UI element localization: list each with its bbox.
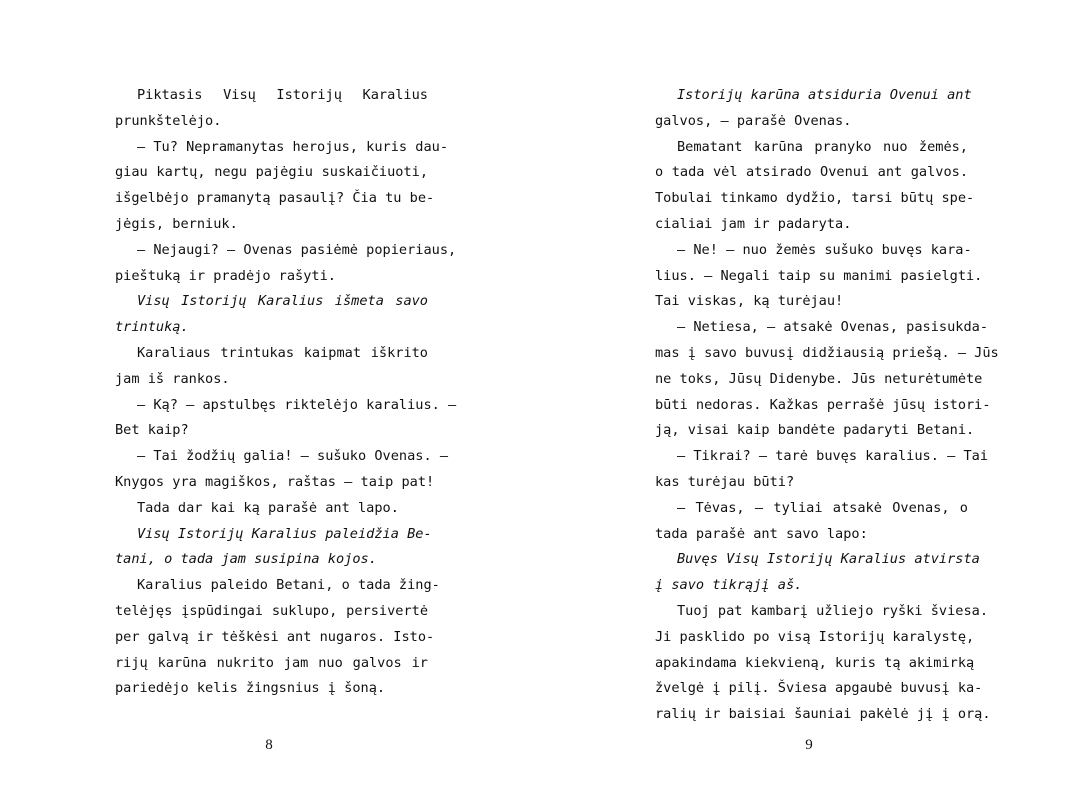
right-page-number-value: 9	[805, 737, 813, 753]
text-line: Tai viskas, ką turėjau!	[655, 293, 844, 310]
text-line: Ji pasklido po visą Istorijų karalystę,	[655, 628, 975, 645]
text-line: tada parašė ant savo lapo:	[655, 525, 868, 542]
text-line: Knygos yra magiškos, raštas – taip pat!	[115, 473, 435, 490]
text-line: Bematant karūna pranyko nuo žemės,	[677, 138, 968, 155]
text-line: lius. – Negali taip su manimi pasielgti.	[655, 267, 983, 284]
text-line: ralių ir baisiai šauniai pakėlė jį į orą.	[655, 706, 991, 723]
text-line: – Ne! – nuo žemės sušuko buvęs kara-	[677, 241, 972, 258]
text-line: Visų Istorijų Karalius išmeta savo	[137, 293, 428, 310]
text-line: ne toks, Jūsų Didenybe. Jūs neturėtumėte	[655, 370, 983, 387]
text-line: apakindama kiekvieną, kuris tą akimirką	[655, 654, 975, 671]
text-line: rijų karūna nukrito jam nuo galvos ir	[115, 654, 428, 671]
text-line: pariedėjo kelis žingsnius į šoną.	[115, 680, 386, 697]
text-line: Visų Istorijų Karalius paleidžia Be-	[137, 525, 432, 542]
text-line: – Ką? – apstulbęs riktelėjo karalius. –	[137, 396, 457, 413]
text-line: – Tai žodžių galia! – sušuko Ovenas. –	[137, 448, 448, 465]
text-line: pieštuką ir pradėjo rašyti.	[115, 267, 336, 284]
text-line: – Tikrai? – tarė buvęs karalius. – Tai	[677, 448, 988, 465]
left-page-number-value: 8	[265, 737, 273, 753]
text-line: cialiai jam ir padaryta.	[655, 215, 852, 232]
text-line: Bet kaip?	[115, 422, 189, 439]
right-page-number	[540, 737, 1080, 754]
text-line: per galvą ir tėškėsi ant nugaros. Isto-	[115, 628, 435, 645]
text-line: tani, o tada jam susipina kojos.	[115, 551, 377, 568]
text-line: Tobulai tinkamo dydžio, tarsi būtų spe-	[655, 190, 975, 207]
text-line: mas į savo buvusį didžiausią priešą. – Jūs	[655, 344, 999, 361]
left-page-text	[115, 83, 457, 702]
text-line: telėjęs įspūdingai suklupo, persivertė	[115, 602, 428, 619]
text-line: išgelbėjo pramanytą pasaulį? Čia tu be-	[115, 190, 435, 207]
text-line: jėgis, berniuk.	[115, 215, 238, 232]
text-line: kas turėjau būti?	[655, 473, 795, 490]
text-line: Istorijų karūna atsiduria Ovenui ant	[677, 87, 972, 103]
text-line: galvos, – parašė Ovenas.	[655, 112, 852, 129]
text-line: – Netiesa, – atsakė Ovenas, pasisukda-	[677, 319, 988, 336]
text-line: Piktasis Visų Istorijų Karalius	[137, 87, 428, 103]
text-line: Tada dar kai ką parašė ant lapo.	[137, 499, 399, 516]
text-line: – Nejaugi? – Ovenas pasiėmė popieriaus,	[137, 241, 457, 258]
text-line: į savo tikrąjį aš.	[655, 577, 803, 594]
text-line: būti nedoras. Kažkas perrašė jūsų istori-	[655, 396, 991, 413]
right-page-text	[655, 83, 999, 728]
text-line: – Tu? Nepramanytas herojus, kuris dau-	[137, 138, 448, 155]
text-line: Buvęs Visų Istorijų Karalius atvirsta	[677, 551, 980, 568]
text-line: Karaliaus trintukas kaipmat iškrito	[137, 344, 428, 361]
left-page-number	[0, 737, 540, 754]
text-line: Karalius paleido Betani, o tada žing-	[137, 577, 440, 594]
text-line: prunkštelėjo.	[115, 112, 222, 129]
text-line: o tada vėl atsirado Ovenui ant galvos.	[655, 164, 968, 181]
text-line: žvelgė į pilį. Šviesa apgaubė buvusį ka-	[655, 680, 983, 697]
right-page	[540, 0, 1080, 801]
text-line: trintuką.	[115, 319, 189, 336]
text-line: jam iš rankos.	[115, 370, 230, 387]
text-line: Tuoj pat kambarį užliejo ryški šviesa.	[677, 602, 988, 619]
text-line: ją, visai kaip bandėte padaryti Betani.	[655, 422, 975, 439]
text-line: – Tėvas, – tyliai atsakė Ovenas, o	[677, 499, 968, 516]
text-line: giau kartų, negu pajėgiu suskaičiuoti,	[115, 164, 428, 181]
